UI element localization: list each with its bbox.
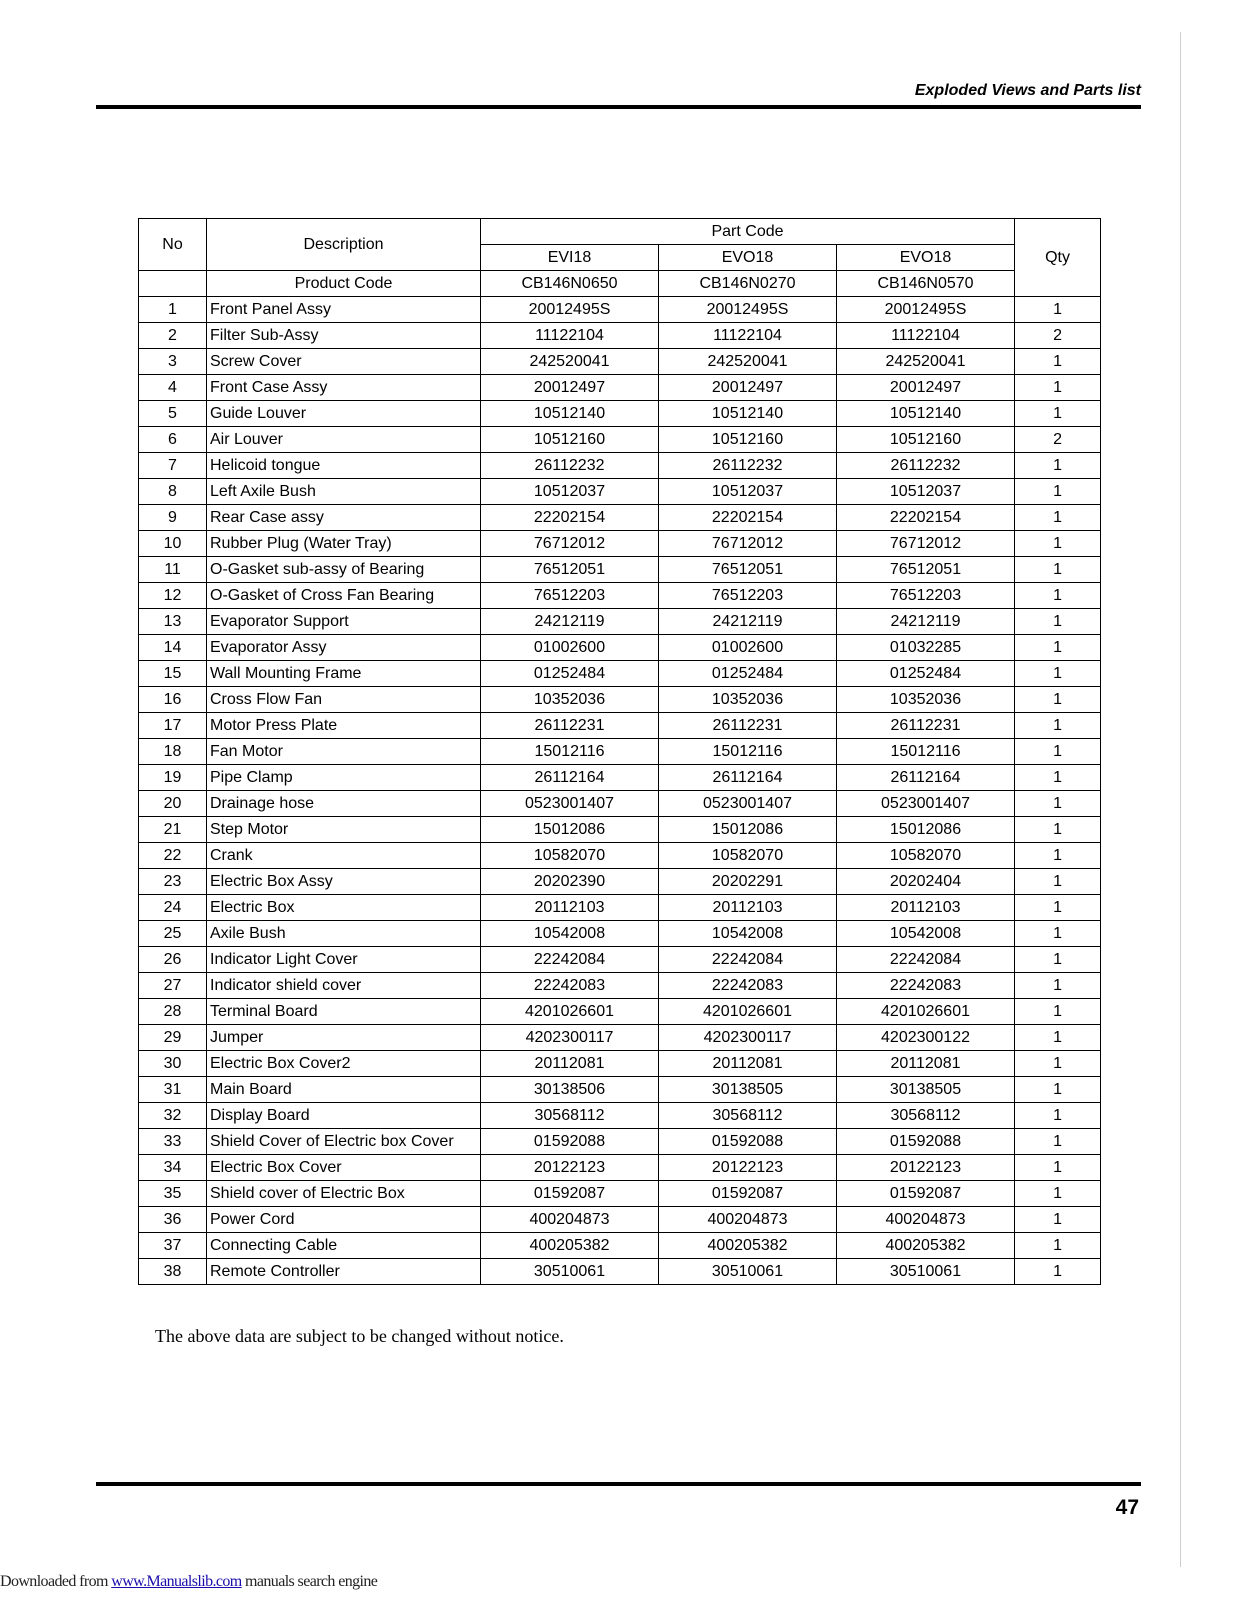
part-code-evo18-b: 10352036 — [837, 687, 1015, 713]
part-code-evo18-a: 26112231 — [659, 713, 837, 739]
footer-rule — [96, 1482, 1141, 1486]
part-description: Axile Bush — [207, 921, 481, 947]
part-code-evi18: 22242083 — [481, 973, 659, 999]
part-code-evo18-a: 10512037 — [659, 479, 837, 505]
table-row — [139, 817, 1101, 843]
parts-table-body — [139, 297, 1101, 1285]
table-row — [139, 375, 1101, 401]
part-code-evi18: 4201026601 — [481, 999, 659, 1025]
part-code-evo18-a: 20202291 — [659, 869, 837, 895]
part-description: Electric Box — [207, 895, 481, 921]
table-row — [139, 479, 1101, 505]
row-number: 33 — [139, 1129, 207, 1155]
part-code-evo18-a: 22242083 — [659, 973, 837, 999]
part-code-evo18-a: 10512160 — [659, 427, 837, 453]
part-code-evo18-b: 20202404 — [837, 869, 1015, 895]
part-description: Screw Cover — [207, 349, 481, 375]
part-quantity: 1 — [1015, 921, 1101, 947]
part-code-evi18: 20122123 — [481, 1155, 659, 1181]
part-code-evo18-a: 10582070 — [659, 843, 837, 869]
part-quantity: 1 — [1015, 1181, 1101, 1207]
footer-prefix: Downloaded from — [0, 1573, 112, 1590]
part-quantity: 1 — [1015, 1051, 1101, 1077]
part-code-evi18: 11122104 — [481, 323, 659, 349]
part-code-evo18-a: 01252484 — [659, 661, 837, 687]
part-code-evo18-b: 26112231 — [837, 713, 1015, 739]
part-code-evo18-b: 30510061 — [837, 1259, 1015, 1285]
row-number: 8 — [139, 479, 207, 505]
part-code-evi18: 30138506 — [481, 1077, 659, 1103]
part-code-evo18-b: 400204873 — [837, 1207, 1015, 1233]
part-code-evi18: 10582070 — [481, 843, 659, 869]
row-number: 28 — [139, 999, 207, 1025]
product-code: CB146N0270 — [659, 271, 837, 297]
part-quantity: 1 — [1015, 531, 1101, 557]
part-code-evo18-a: 26112232 — [659, 453, 837, 479]
part-quantity: 1 — [1015, 843, 1101, 869]
row-number: 30 — [139, 1051, 207, 1077]
table-row — [139, 973, 1101, 999]
part-code-evi18: 4202300117 — [481, 1025, 659, 1051]
table-row — [139, 1103, 1101, 1129]
part-description: Rubber Plug (Water Tray) — [207, 531, 481, 557]
part-quantity: 1 — [1015, 609, 1101, 635]
part-quantity: 1 — [1015, 687, 1101, 713]
table-row — [139, 297, 1101, 323]
part-code-evo18-a: 400205382 — [659, 1233, 837, 1259]
table-row — [139, 1155, 1101, 1181]
footer-suffix: manuals search engine — [241, 1573, 378, 1590]
part-code-evo18-b: 10512037 — [837, 479, 1015, 505]
part-code-evo18-b: 20012497 — [837, 375, 1015, 401]
part-code-evo18-b: 26112232 — [837, 453, 1015, 479]
part-code-evo18-b: 22202154 — [837, 505, 1015, 531]
row-number: 19 — [139, 765, 207, 791]
row-number: 20 — [139, 791, 207, 817]
row-number: 17 — [139, 713, 207, 739]
part-code-evi18: 10512140 — [481, 401, 659, 427]
part-code-evi18: 242520041 — [481, 349, 659, 375]
part-description: Remote Controller — [207, 1259, 481, 1285]
part-quantity: 1 — [1015, 791, 1101, 817]
part-quantity: 1 — [1015, 1233, 1101, 1259]
table-row — [139, 921, 1101, 947]
row-number: 22 — [139, 843, 207, 869]
part-description: Filter Sub-Assy — [207, 323, 481, 349]
header-title: Exploded Views and Parts list — [914, 82, 1141, 99]
table-row — [139, 505, 1101, 531]
row-number: 23 — [139, 869, 207, 895]
part-quantity: 1 — [1015, 661, 1101, 687]
part-code-evo18-b: 400205382 — [837, 1233, 1015, 1259]
table-row — [139, 1129, 1101, 1155]
row-number: 29 — [139, 1025, 207, 1051]
part-quantity: 1 — [1015, 999, 1101, 1025]
download-footer — [0, 1573, 377, 1591]
part-code-evi18: 22202154 — [481, 505, 659, 531]
part-code-evo18-a: 15012116 — [659, 739, 837, 765]
part-code-evo18-b: 11122104 — [837, 323, 1015, 349]
part-code-evo18-b: 15012116 — [837, 739, 1015, 765]
part-code-evo18-b: 10512140 — [837, 401, 1015, 427]
part-quantity: 1 — [1015, 349, 1101, 375]
header-rule — [96, 105, 1141, 109]
part-description: Wall Mounting Frame — [207, 661, 481, 687]
row-number: 1 — [139, 297, 207, 323]
table-row — [139, 1025, 1101, 1051]
part-code-evi18: 01252484 — [481, 661, 659, 687]
part-code-evo18-a: 76512051 — [659, 557, 837, 583]
part-quantity: 1 — [1015, 1025, 1101, 1051]
part-quantity: 1 — [1015, 635, 1101, 661]
part-code-evo18-b: 01592088 — [837, 1129, 1015, 1155]
part-code-evi18: 15012116 — [481, 739, 659, 765]
part-code-evo18-a: 10512140 — [659, 401, 837, 427]
part-code-evi18: 22242084 — [481, 947, 659, 973]
manualslib-link[interactable]: www.Manualslib.com — [111, 1573, 242, 1590]
table-row — [139, 635, 1101, 661]
part-description: Crank — [207, 843, 481, 869]
table-row — [139, 453, 1101, 479]
table-row — [139, 427, 1101, 453]
table-row — [139, 1233, 1101, 1259]
part-description: Front Panel Assy — [207, 297, 481, 323]
part-code-evo18-b: 10582070 — [837, 843, 1015, 869]
part-code-evi18: 10512160 — [481, 427, 659, 453]
part-description: Step Motor — [207, 817, 481, 843]
table-row — [139, 947, 1101, 973]
table-row — [139, 1077, 1101, 1103]
part-code-evi18: 20012497 — [481, 375, 659, 401]
part-code-evo18-b: 22242084 — [837, 947, 1015, 973]
part-code-evo18-b: 10542008 — [837, 921, 1015, 947]
row-number: 36 — [139, 1207, 207, 1233]
part-description: Indicator shield cover — [207, 973, 481, 999]
product-code: CB146N0570 — [837, 271, 1015, 297]
row-number: 37 — [139, 1233, 207, 1259]
part-code-evo18-a: 20012495S — [659, 297, 837, 323]
table-row — [139, 765, 1101, 791]
part-quantity: 1 — [1015, 453, 1101, 479]
row-number: 21 — [139, 817, 207, 843]
part-description: Drainage hose — [207, 791, 481, 817]
part-description: Left Axile Bush — [207, 479, 481, 505]
part-code-evi18: 20012495S — [481, 297, 659, 323]
part-code-evi18: 76512203 — [481, 583, 659, 609]
part-code-evo18-a: 0523001407 — [659, 791, 837, 817]
part-code-evi18: 10352036 — [481, 687, 659, 713]
model-header: EVO18 — [837, 245, 1015, 271]
row-number: 24 — [139, 895, 207, 921]
part-code-evo18-b: 30568112 — [837, 1103, 1015, 1129]
part-description: Electric Box Assy — [207, 869, 481, 895]
row-number: 11 — [139, 557, 207, 583]
part-code-evo18-a: 10352036 — [659, 687, 837, 713]
part-description: Electric Box Cover2 — [207, 1051, 481, 1077]
part-quantity: 1 — [1015, 297, 1101, 323]
part-quantity: 2 — [1015, 323, 1101, 349]
part-description: Connecting Cable — [207, 1233, 481, 1259]
part-code-evi18: 30568112 — [481, 1103, 659, 1129]
part-code-evo18-a: 76512203 — [659, 583, 837, 609]
part-quantity: 1 — [1015, 1103, 1101, 1129]
table-row — [139, 349, 1101, 375]
part-description: Terminal Board — [207, 999, 481, 1025]
part-code-evo18-a: 01592088 — [659, 1129, 837, 1155]
part-code-evi18: 10512037 — [481, 479, 659, 505]
table-row — [139, 739, 1101, 765]
col-description-header: Description — [207, 219, 481, 271]
part-code-evi18: 20112081 — [481, 1051, 659, 1077]
part-quantity: 1 — [1015, 973, 1101, 999]
row-number: 9 — [139, 505, 207, 531]
row-number: 35 — [139, 1181, 207, 1207]
part-code-evi18: 26112231 — [481, 713, 659, 739]
part-code-evo18-a: 01592087 — [659, 1181, 837, 1207]
row-number: 27 — [139, 973, 207, 999]
part-quantity: 1 — [1015, 1207, 1101, 1233]
product-code: CB146N0650 — [481, 271, 659, 297]
part-code-evo18-b: 20112103 — [837, 895, 1015, 921]
part-code-evo18-b: 20012495S — [837, 297, 1015, 323]
part-quantity: 1 — [1015, 1155, 1101, 1181]
part-code-evo18-a: 4201026601 — [659, 999, 837, 1025]
part-code-evo18-b: 01032285 — [837, 635, 1015, 661]
part-code-evo18-b: 242520041 — [837, 349, 1015, 375]
part-code-evo18-b: 26112164 — [837, 765, 1015, 791]
part-description: Air Louver — [207, 427, 481, 453]
part-description: Front Case Assy — [207, 375, 481, 401]
part-code-evo18-a: 4202300117 — [659, 1025, 837, 1051]
part-code-evo18-a: 10542008 — [659, 921, 837, 947]
part-quantity: 1 — [1015, 1077, 1101, 1103]
part-description: Jumper — [207, 1025, 481, 1051]
part-code-evo18-b: 15012086 — [837, 817, 1015, 843]
table-row — [139, 401, 1101, 427]
part-description: Cross Flow Fan — [207, 687, 481, 713]
row-number: 15 — [139, 661, 207, 687]
part-code-evo18-a: 20112081 — [659, 1051, 837, 1077]
row-number: 3 — [139, 349, 207, 375]
table-row — [139, 323, 1101, 349]
row-number: 4 — [139, 375, 207, 401]
part-code-evi18: 24212119 — [481, 609, 659, 635]
product-code-blank — [139, 271, 207, 297]
part-quantity: 1 — [1015, 1129, 1101, 1155]
row-number: 13 — [139, 609, 207, 635]
col-part-code-header: Part Code — [481, 219, 1015, 245]
part-code-evo18-a: 11122104 — [659, 323, 837, 349]
part-quantity: 1 — [1015, 739, 1101, 765]
part-code-evo18-b: 24212119 — [837, 609, 1015, 635]
part-description: Rear Case assy — [207, 505, 481, 531]
part-description: Shield cover of Electric Box — [207, 1181, 481, 1207]
part-quantity: 1 — [1015, 713, 1101, 739]
part-quantity: 1 — [1015, 817, 1101, 843]
table-row — [139, 531, 1101, 557]
part-code-evo18-b: 01592087 — [837, 1181, 1015, 1207]
part-code-evo18-b: 01252484 — [837, 661, 1015, 687]
table-row — [139, 791, 1101, 817]
table-row — [139, 583, 1101, 609]
part-description: Evaporator Support — [207, 609, 481, 635]
row-number: 6 — [139, 427, 207, 453]
table-row — [139, 687, 1101, 713]
part-code-evo18-b: 20112081 — [837, 1051, 1015, 1077]
product-code-label: Product Code — [207, 271, 481, 297]
part-description: Electric Box Cover — [207, 1155, 481, 1181]
part-code-evo18-a: 26112164 — [659, 765, 837, 791]
part-code-evo18-a: 20112103 — [659, 895, 837, 921]
part-code-evo18-b: 30138505 — [837, 1077, 1015, 1103]
page-edge-line — [1180, 32, 1181, 1567]
part-code-evi18: 26112232 — [481, 453, 659, 479]
row-number: 7 — [139, 453, 207, 479]
part-description: Shield Cover of Electric box Cover — [207, 1129, 481, 1155]
part-code-evo18-a: 15012086 — [659, 817, 837, 843]
part-quantity: 1 — [1015, 375, 1101, 401]
table-row — [139, 1207, 1101, 1233]
col-qty-header: Qty — [1015, 219, 1101, 297]
table-row — [139, 661, 1101, 687]
table-row — [139, 895, 1101, 921]
row-number: 12 — [139, 583, 207, 609]
part-code-evo18-b: 22242083 — [837, 973, 1015, 999]
part-quantity: 1 — [1015, 557, 1101, 583]
table-row — [139, 1259, 1101, 1285]
table-row — [139, 609, 1101, 635]
part-code-evo18-a: 76712012 — [659, 531, 837, 557]
part-description: Indicator Light Cover — [207, 947, 481, 973]
part-description: O-Gasket sub-assy of Bearing — [207, 557, 481, 583]
part-quantity: 1 — [1015, 895, 1101, 921]
table-row — [139, 999, 1101, 1025]
row-number: 10 — [139, 531, 207, 557]
table-row — [139, 1181, 1101, 1207]
parts-table — [138, 218, 1101, 1285]
row-number: 18 — [139, 739, 207, 765]
part-quantity: 1 — [1015, 583, 1101, 609]
part-code-evi18: 26112164 — [481, 765, 659, 791]
part-quantity: 1 — [1015, 401, 1101, 427]
part-code-evo18-b: 4202300122 — [837, 1025, 1015, 1051]
part-code-evi18: 400204873 — [481, 1207, 659, 1233]
part-code-evo18-a: 400204873 — [659, 1207, 837, 1233]
part-code-evi18: 76712012 — [481, 531, 659, 557]
part-code-evo18-b: 76512051 — [837, 557, 1015, 583]
part-quantity: 1 — [1015, 947, 1101, 973]
part-quantity: 1 — [1015, 765, 1101, 791]
table-row — [139, 843, 1101, 869]
part-code-evi18: 01592087 — [481, 1181, 659, 1207]
part-description: Display Board — [207, 1103, 481, 1129]
part-description: Fan Motor — [207, 739, 481, 765]
model-header: EVO18 — [659, 245, 837, 271]
part-description: Motor Press Plate — [207, 713, 481, 739]
row-number: 16 — [139, 687, 207, 713]
part-quantity: 1 — [1015, 505, 1101, 531]
row-number: 32 — [139, 1103, 207, 1129]
part-description: Main Board — [207, 1077, 481, 1103]
part-code-evo18-a: 01002600 — [659, 635, 837, 661]
part-code-evi18: 400205382 — [481, 1233, 659, 1259]
part-description: Power Cord — [207, 1207, 481, 1233]
part-quantity: 2 — [1015, 427, 1101, 453]
row-number: 2 — [139, 323, 207, 349]
table-row — [139, 1051, 1101, 1077]
part-code-evo18-a: 22242084 — [659, 947, 837, 973]
row-number: 31 — [139, 1077, 207, 1103]
part-description: Guide Louver — [207, 401, 481, 427]
part-code-evi18: 30510061 — [481, 1259, 659, 1285]
part-code-evi18: 20112103 — [481, 895, 659, 921]
part-code-evo18-b: 10512160 — [837, 427, 1015, 453]
page-number: 47 — [1115, 1496, 1139, 1519]
part-code-evi18: 0523001407 — [481, 791, 659, 817]
disclaimer-note: The above data are subject to be changed without notice. — [155, 1326, 564, 1346]
part-quantity: 1 — [1015, 869, 1101, 895]
part-code-evo18-b: 0523001407 — [837, 791, 1015, 817]
part-quantity: 1 — [1015, 479, 1101, 505]
part-code-evo18-b: 20122123 — [837, 1155, 1015, 1181]
part-code-evi18: 01592088 — [481, 1129, 659, 1155]
part-code-evo18-b: 76712012 — [837, 531, 1015, 557]
row-number: 26 — [139, 947, 207, 973]
table-row — [139, 557, 1101, 583]
part-code-evo18-a: 20122123 — [659, 1155, 837, 1181]
part-code-evo18-a: 30568112 — [659, 1103, 837, 1129]
part-code-evo18-a: 24212119 — [659, 609, 837, 635]
part-description: Helicoid tongue — [207, 453, 481, 479]
part-code-evi18: 20202390 — [481, 869, 659, 895]
col-no-header: No — [139, 219, 207, 271]
part-description: Evaporator Assy — [207, 635, 481, 661]
row-number: 25 — [139, 921, 207, 947]
part-code-evi18: 15012086 — [481, 817, 659, 843]
part-code-evi18: 76512051 — [481, 557, 659, 583]
part-description: O-Gasket of Cross Fan Bearing — [207, 583, 481, 609]
part-code-evi18: 01002600 — [481, 635, 659, 661]
row-number: 38 — [139, 1259, 207, 1285]
row-number: 14 — [139, 635, 207, 661]
table-row — [139, 869, 1101, 895]
part-code-evo18-a: 22202154 — [659, 505, 837, 531]
part-code-evo18-a: 20012497 — [659, 375, 837, 401]
part-quantity: 1 — [1015, 1259, 1101, 1285]
part-code-evo18-a: 30510061 — [659, 1259, 837, 1285]
model-header: EVI18 — [481, 245, 659, 271]
row-number: 5 — [139, 401, 207, 427]
part-code-evo18-b: 4201026601 — [837, 999, 1015, 1025]
part-code-evi18: 10542008 — [481, 921, 659, 947]
row-number: 34 — [139, 1155, 207, 1181]
part-code-evo18-a: 30138505 — [659, 1077, 837, 1103]
part-code-evo18-a: 242520041 — [659, 349, 837, 375]
part-code-evo18-b: 76512203 — [837, 583, 1015, 609]
part-description: Pipe Clamp — [207, 765, 481, 791]
table-row — [139, 713, 1101, 739]
